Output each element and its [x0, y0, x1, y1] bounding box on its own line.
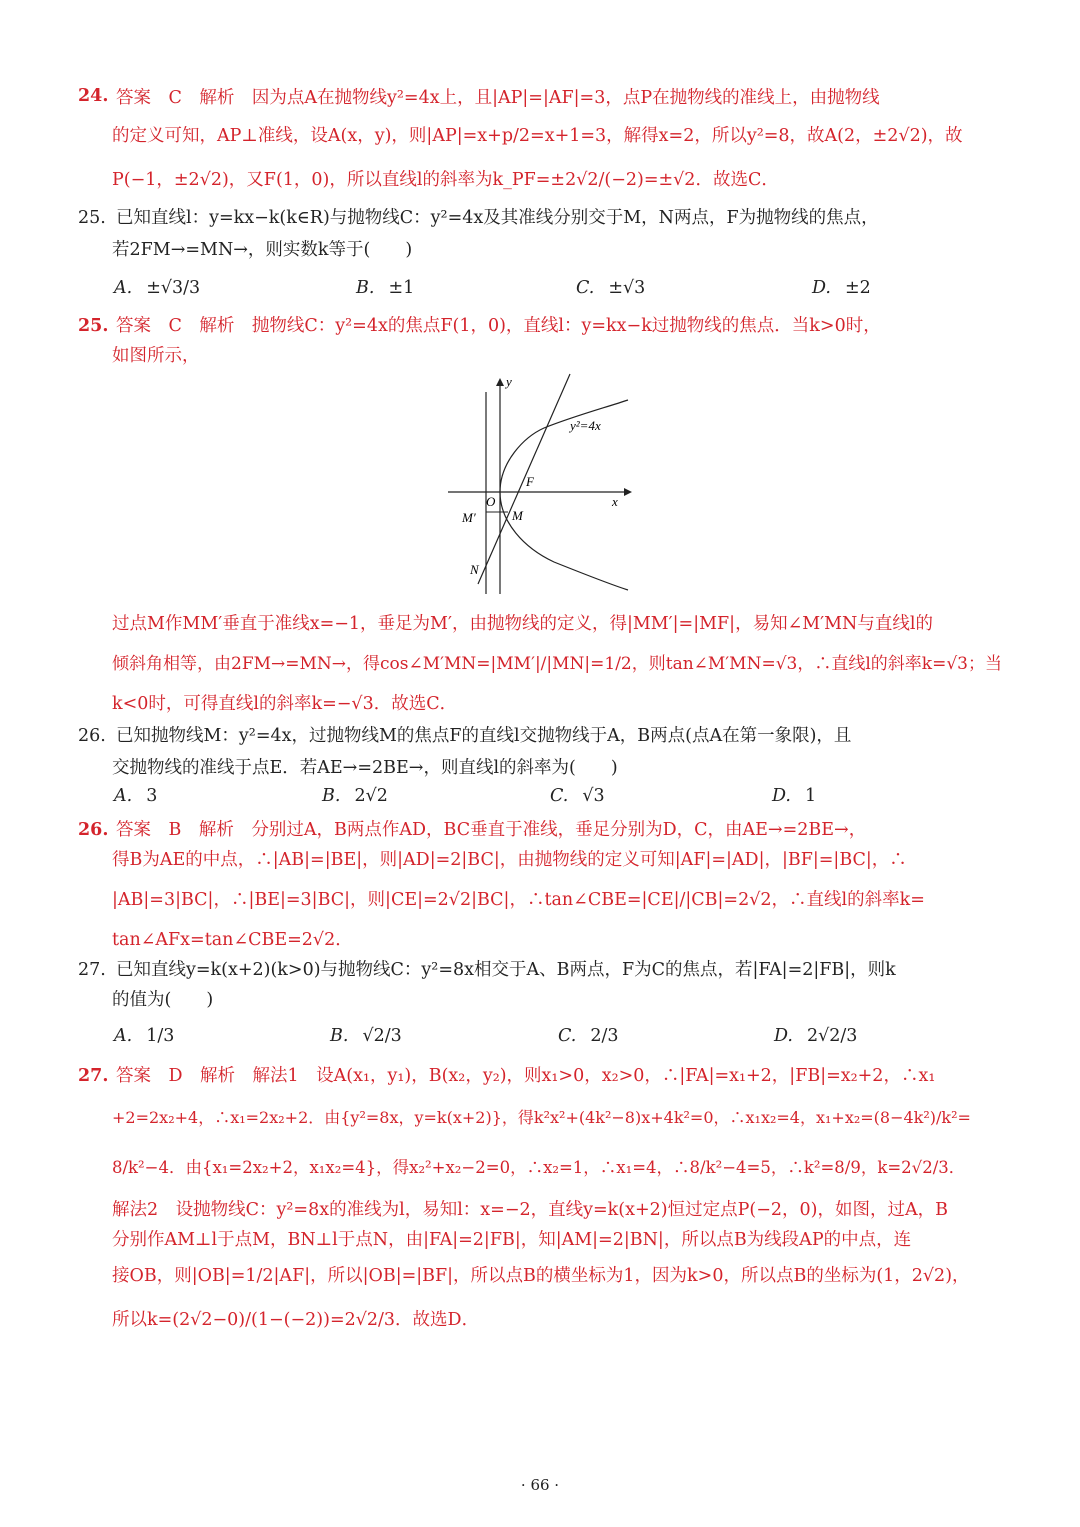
choice-text: √2/3 — [362, 1026, 402, 1046]
q25-answer-line2: 如图所示， — [112, 346, 200, 366]
choice-text: ±√3/3 — [146, 278, 201, 298]
q26-line1: 已知抛物线M：y²=4x，过抛物线M的焦点F的直线l交抛物线于A，B两点(点A在第一象限)，且 — [116, 726, 852, 746]
q26-choice-a — [114, 786, 157, 806]
q24-answer-number: 24. — [78, 86, 109, 106]
choice-label: A. — [114, 1026, 133, 1046]
q25-choice-a — [114, 278, 200, 298]
q25-line2: 若2FM→=MN→，则实数k等于( ) — [112, 240, 413, 260]
q27-line2: 的值为( ) — [112, 990, 214, 1010]
q25-line1: 已知直线l：y=kx−k(k∈R)与抛物线C：y²=4x及其准线分别交于M，N两点，F为抛物线的焦点， — [116, 208, 879, 228]
choice-label: D. — [812, 278, 831, 298]
choice-text: ±√3 — [608, 278, 646, 298]
q27-choice-d — [774, 1026, 857, 1046]
q26-answer-line1: 答案 B 解析 分别过A，B两点作AD，BC垂直于准线，垂足分别为D，C，由AE→=2BE→， — [116, 820, 867, 840]
q27-answer-line3: 8/k²−4．由{x₁=2x₂+2，x₁x₂=4}，得x₂²+x₂−2=0，∴x₂=1，∴x₁=4，∴8/k²−4=5，∴k²=8/9，k=2√2/3． — [112, 1158, 966, 1177]
choice-text: ±1 — [388, 278, 415, 298]
point-n-label: N — [470, 562, 479, 577]
q27-answer-line2: +2=2x₂+4，∴x₁=2x₂+2．由{y²=8x，y=k(x+2)}，得k²x²+(4k²−8)x+4k²=0，∴x₁x₂=4，x₁+x₂=(8−4k²)/k²= — [112, 1108, 971, 1127]
choice-text: 2√2/3 — [806, 1026, 858, 1046]
q27-choice-a — [114, 1026, 174, 1046]
q27-line1: 已知直线y=k(x+2)(k>0)与抛物线C：y²=8x相交于A、B两点，F为C的焦点，若|FA|=2|FB|，则k — [116, 960, 896, 980]
q25-choice-c — [576, 278, 645, 298]
choice-text: 2/3 — [590, 1026, 619, 1046]
q25-answer-line5: k<0时，可得直线l的斜率k=−√3．故选C． — [112, 694, 458, 714]
q27-answer-line6: 接OB，则|OB|=1/2|AF|，所以|OB|=|BF|，所以点B的横坐标为1，因为k>0，所以点B的坐标为(1，2√2)， — [112, 1266, 970, 1286]
choice-text: 1/3 — [146, 1026, 175, 1046]
q25-choice-b — [356, 278, 414, 298]
q24-answer-line3: P(−1，±2√2)，又F(1，0)，所以直线l的斜率为k_PF=±2√2/(−2)=±√2．故选C． — [112, 170, 779, 190]
choice-label: C. — [550, 786, 569, 806]
q26-choice-c — [550, 786, 605, 806]
focus-label: F — [526, 474, 534, 489]
choice-text: ±2 — [844, 278, 871, 298]
choice-label: B. — [330, 1026, 349, 1046]
q27-answer-line1: 答案 D 解析 解法1 设A(x₁，y₁)，B(x₂，y₂)，则x₁>0，x₂>0，∴|FA|=x₁+2，|FB|=x₂+2，∴x₁ — [116, 1066, 936, 1086]
choice-label: B. — [322, 786, 341, 806]
choice-label: A. — [114, 786, 133, 806]
q27-answer-line7: 所以k=(2√2−0)/(1−(−2))=2√2/3．故选D． — [112, 1310, 480, 1330]
q25-answer-line1: 答案 C 解析 抛物线C：y²=4x的焦点F(1，0)，直线l：y=kx−k过抛物线的焦点．当k>0时， — [116, 316, 881, 336]
q27-choice-b — [330, 1026, 402, 1046]
q26-choice-d — [772, 786, 816, 806]
q26-answer-number: 26. — [78, 820, 109, 840]
curve-label: y²=4x — [570, 418, 601, 433]
choice-label: D. — [774, 1026, 793, 1046]
y-axis-label: y — [506, 374, 512, 389]
q25-answer-line3: 过点M作MM′垂直于准线x=−1，垂足为M′，由抛物线的定义，得|MM′|=|MF|，易知∠M′MN与直线l的 — [112, 614, 933, 634]
q26-answer-line3: |AB|=3|BC|，∴|BE|=3|BC|，则|CE|=2√2|BC|，∴tan∠CBE=|CE|/|CB|=2√2，∴直线l的斜率k= — [112, 890, 925, 910]
choice-label: C. — [576, 278, 595, 298]
q25-answer-number: 25. — [78, 316, 109, 336]
choice-label: D. — [772, 786, 791, 806]
choice-label: A. — [114, 278, 133, 298]
x-axis-label: x — [612, 494, 618, 509]
q25-answer-line4: 倾斜角相等，由2FM→=MN→，得cos∠M′MN=|MM′|/|MN|=1/2，则tan∠M′MN=√3，∴直线l的斜率k=√3；当 — [112, 654, 1002, 674]
choice-text: 1 — [804, 786, 817, 806]
origin-label: O — [486, 494, 496, 509]
q27-choice-c — [558, 1026, 619, 1046]
choice-text: 3 — [146, 786, 158, 806]
choice-label: C. — [558, 1026, 577, 1046]
page-number: · 66 · — [520, 1476, 560, 1494]
q26-answer-line4: tan∠AFx=tan∠CBE=2√2． — [112, 930, 353, 950]
q24-answer-line1: 答案 C 解析 因为点A在抛物线y²=4x上，且|AP|=|AF|=3，点P在抛物线的准线上，由抛物线 — [116, 88, 880, 108]
q26-answer-line2: 得B为AE的中点，∴|AB|=|BE|，则|AD|=2|BC|，由抛物线的定义可知|AF|=|AD|，|BF|=|BC|，∴ — [112, 850, 907, 870]
choice-text: √3 — [582, 786, 605, 806]
q27-answer-line4: 解法2 设抛物线C：y²=8x的准线为l，易知l：x=−2，直线y=k(x+2)恒过定点P(−2，0)，如图，过A，B — [112, 1200, 948, 1220]
q26-choice-b — [322, 786, 388, 806]
point-m-label: M — [512, 508, 523, 523]
q24-answer-line2: 的定义可知，AP⊥准线，设A(x，y)，则|AP|=x+p/2=x+1=3，解得x=2，所以y²=8，故A(2，±2√2)，故 — [112, 126, 963, 146]
point-m-prime-label: M′ — [462, 510, 476, 525]
q25-number: 25. — [78, 208, 106, 228]
choice-label: B. — [356, 278, 375, 298]
parabola-figure — [444, 372, 634, 600]
q26-line2: 交抛物线的准线于点E．若AE→=2BE→，则直线l的斜率为( ) — [112, 758, 618, 778]
choice-text: 2√2 — [354, 786, 388, 806]
q27-number: 27. — [78, 960, 106, 980]
q27-answer-number: 27. — [78, 1066, 109, 1086]
q25-choice-d — [812, 278, 871, 298]
q27-answer-line5: 分别作AM⊥l于点M，BN⊥l于点N，由|FA|=2|FB|，知|AM|=2|BN|，所以点B为线段AP的中点，连 — [112, 1230, 912, 1250]
q26-number: 26. — [78, 726, 106, 746]
